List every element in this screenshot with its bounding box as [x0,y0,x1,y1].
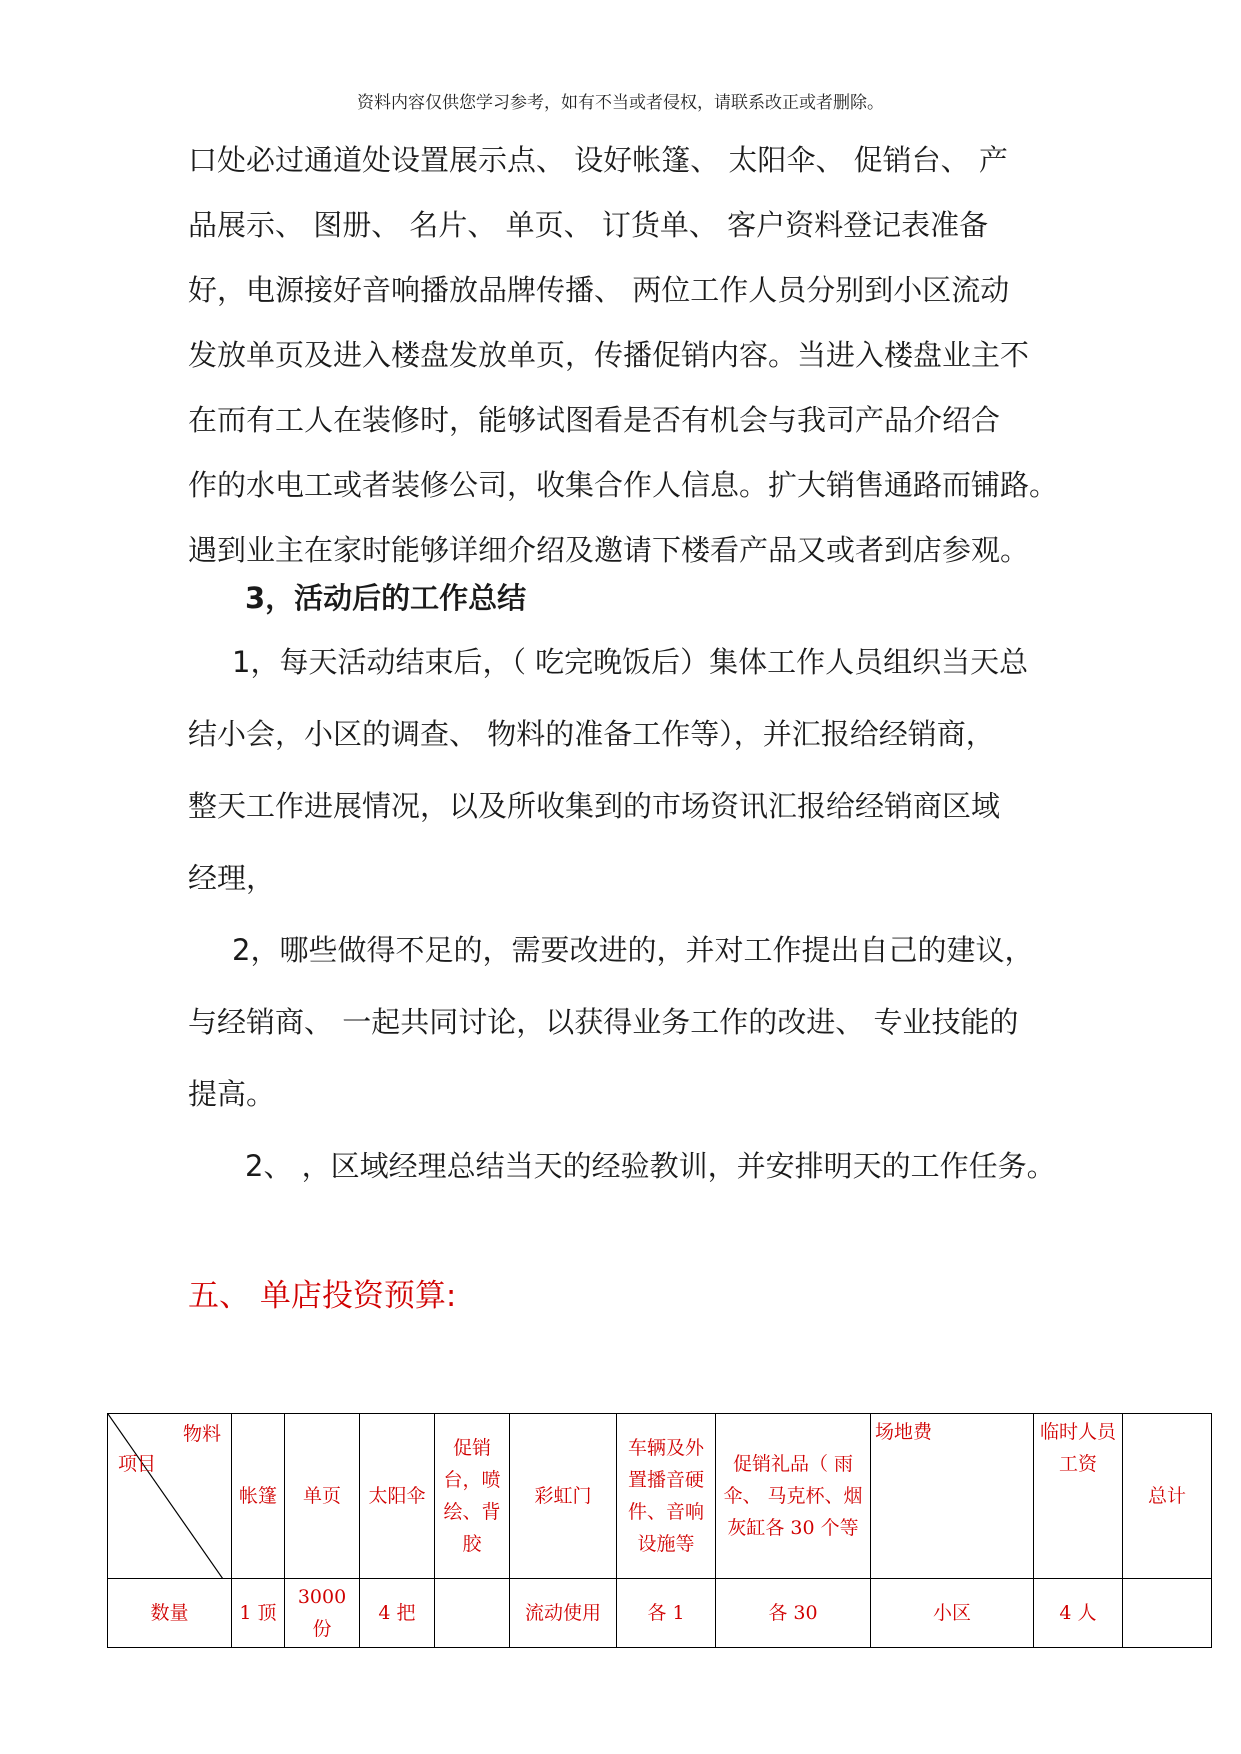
text-line: 发放单页及进入楼盘发放单页，传播促销内容。当进入楼盘业主不 [188,338,1030,372]
text-line: 好，电源接好音响播放品牌传播、 两位工作人员分别到小区流动 [188,273,1010,307]
table-header-row [108,1414,1212,1579]
value-cell: 流动使用 [510,1579,617,1648]
header-cell: 车辆及外置播音硬件、音响设施等 [617,1414,716,1579]
diagonal-header-cell [108,1414,232,1579]
value-cell: 4 人 [1034,1579,1123,1648]
section-heading-3: 3，活动后的工作总结 [245,581,527,615]
text-line: 品展示、 图册、 名片、 单页、 订货单、 客户资料登记表准备 [188,208,989,242]
corner-label-bottom: 项目 [118,1453,157,1475]
header-cell: 促销礼品（ 雨伞、 马克杯、烟灰缸各 30 个等 [716,1414,871,1579]
table-row [108,1579,1212,1648]
text-line: 提高。 [188,1077,276,1111]
section-heading-5: 五、 单店投资预算: [188,1278,457,1314]
row-label-cell: 数量 [108,1579,232,1648]
value-cell [435,1579,510,1648]
text-line: 结小会，小区的调查、 物料的准备工作等），并汇报给经销商， [188,717,995,751]
header-cell: 帐篷 [232,1414,285,1579]
text-line: 经理， [188,861,276,895]
budget-table [107,1413,1212,1648]
text-line: 与经销商、 一起共同讨论，以获得业务工作的改进、 专业技能的 [188,1005,1019,1039]
value-cell: 4 把 [360,1579,435,1648]
value-cell: 1 顶 [232,1579,285,1648]
text-line: 2，哪些做得不足的，需要改进的，并对工作提出自己的建议， [232,933,1034,967]
value-cell: 各 1 [617,1579,716,1648]
value-cell: 3000 份 [285,1579,360,1648]
text-line: 1，每天活动结束后，（ 吃完晚饭后）集体工作人员组织当天总 [232,645,1029,679]
text-line: 在而有工人在装修时，能够试图看是否有机会与我司产品介绍合 [188,403,1001,437]
corner-label-top: 物料 [182,1423,221,1445]
copyright-notice: 资料内容仅供您学习参考，如有不当或者侵权，请联系改正或者删除。 [357,93,884,113]
value-cell [1123,1579,1212,1648]
text-line: 口处必过通道处设置展示点、 设好帐篷、 太阳伞、 促销台、 产 [188,143,1008,177]
header-cell: 总计 [1123,1414,1212,1579]
value-cell: 小区 [871,1579,1034,1648]
header-cell: 促销台，喷绘、背胶 [435,1414,510,1579]
text-line: 整天工作进展情况，以及所收集到的市场资讯汇报给经销商区域 [188,789,1001,823]
header-cell: 临时人员工资 [1034,1414,1123,1579]
header-cell: 单页 [285,1414,360,1579]
header-cell: 太阳伞 [360,1414,435,1579]
text-line: 作的水电工或者装修公司，收集合作人信息。扩大销售通路而铺路。 [188,468,1059,502]
value-cell: 各 30 [716,1579,871,1648]
text-line: 遇到业主在家时能够详细介绍及邀请下楼看产品又或者到店参观。 [188,533,1030,567]
header-cell: 场地费 [871,1414,1034,1579]
paragraph-item-3: 2、 ，区域经理总结当天的经验教训，并安排明天的工作任务。 [245,1149,1056,1183]
header-cell: 彩虹门 [510,1414,617,1579]
